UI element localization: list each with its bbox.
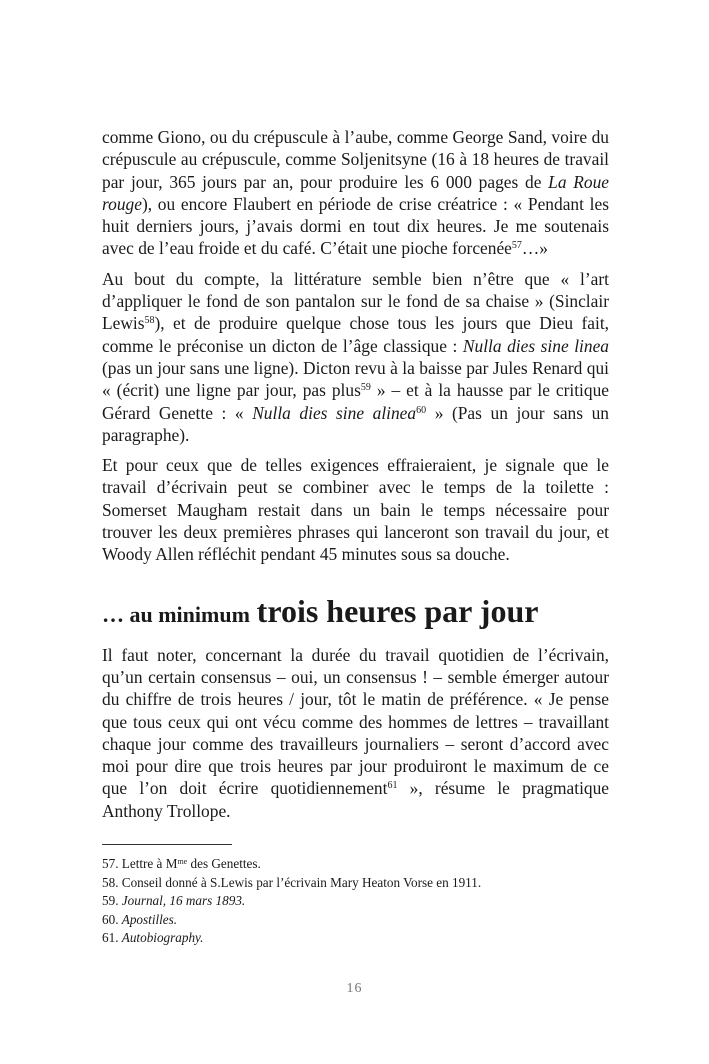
footnote	[102, 911, 609, 930]
italic-text: Nulla dies sine alinea	[252, 402, 417, 423]
footnote-ref: 57	[511, 240, 522, 252]
italic-text: Autobiography.	[121, 930, 204, 946]
text-run: 60.	[102, 911, 122, 927]
page-body	[102, 126, 609, 948]
footnote-ref: 61	[387, 780, 398, 792]
paragraph	[102, 268, 609, 446]
text-run: comme Giono, ou du crépuscule à l’aube, comme George Sand, voire du crépuscule au crépuscule, comme Soljenitsyne (16 à 18 heures de travail par jour, 365 jours par an, pour produire les 6 000 pages de	[102, 127, 609, 192]
italic-text: Journal, 16 mars 1893.	[121, 893, 246, 909]
footnote-ref: 59	[360, 382, 371, 394]
footnote-ref: me	[177, 857, 188, 867]
footnote-divider	[102, 844, 232, 845]
section-heading-prefix: … au minimum	[102, 601, 250, 627]
text-run: (pas un jour sans une ligne). Dicton revu à la baisse par Jules Renard qui « (écrit) une ligne par jour, pas plus	[102, 357, 609, 401]
text-run: Il faut noter, concernant la durée du travail quotidien de l’écrivain, qu’un certain consensus – oui, un consensus ! – semble émerger autour du chiffre de trois heures / jour, tôt le matin de préférence. « Je pense que tous ceux qui ont vécu comme des hommes de lettres – travaillant chaque jour comme des travailleurs journaliers – seront d’accord avec moi pour dire que trois heures par jour produiront le maximum de ce que l’on doit écrire quotidiennement	[102, 644, 609, 799]
text-run: …»	[521, 238, 548, 259]
text-run: » – et à la hausse par le critique Gérard Genette : «	[102, 380, 609, 423]
footnote	[102, 874, 609, 893]
italic-text: Nulla dies sine linea	[462, 335, 610, 356]
text-run: Et pour ceux que de telles exigences effraieraient, je signale que le travail d’écrivain peut se combiner avec le temps de la toilette : Somerset Maugham restait dans un bain le temps nécessaire pour trouver les deux premières phrases qui lanceront son travail du jour, et Woody Allen réfléchit pendant 45 minutes sous sa douche.	[102, 455, 609, 565]
footnote-ref: 60	[416, 404, 427, 416]
paragraph	[102, 644, 609, 822]
section-heading	[102, 594, 609, 632]
section-heading-main: trois heures par jour	[256, 592, 539, 629]
footnote	[102, 892, 609, 911]
paragraph	[102, 454, 609, 565]
paragraph	[102, 126, 609, 260]
text-run: des Genettes.	[187, 856, 261, 872]
footnote	[102, 855, 609, 874]
footnote	[102, 929, 609, 948]
text-run: 58. Conseil donné à S.Lewis par l’écrivain Mary Heaton Vorse en 1911.	[102, 874, 482, 890]
text-run: ), ou encore Flaubert en période de crise créatrice : « Pendant les huit derniers jours, j’avais dormi en tout dix heures. Je me soutenais avec de l’eau froide et du café. C’était une pioche forcenée	[102, 193, 609, 259]
text-run: Au bout du compte, la littérature semble bien n’être que « l’art d’appliquer le fond de son pantalon sur le fond de sa chaise » (Sinclair Lewis	[102, 268, 609, 334]
text-run: », résume le pragmatique Anthony Trollope.	[102, 778, 610, 821]
text-run: 61.	[102, 930, 122, 946]
text-run: » (Pas un jour sans un paragraphe).	[102, 402, 609, 445]
page-number: 16	[346, 981, 363, 996]
italic-text: La Roue rouge	[102, 171, 610, 214]
italic-text: Apostilles.	[121, 911, 178, 927]
text-run: ), et de produire quelque chose tous les jours que Dieu fait, comme le préconise un dicton de l’âge classique :	[102, 313, 609, 356]
text-run: 57. Lettre à M	[102, 856, 178, 872]
footnote-ref: 58	[144, 315, 155, 327]
text-run: 59.	[102, 893, 122, 909]
